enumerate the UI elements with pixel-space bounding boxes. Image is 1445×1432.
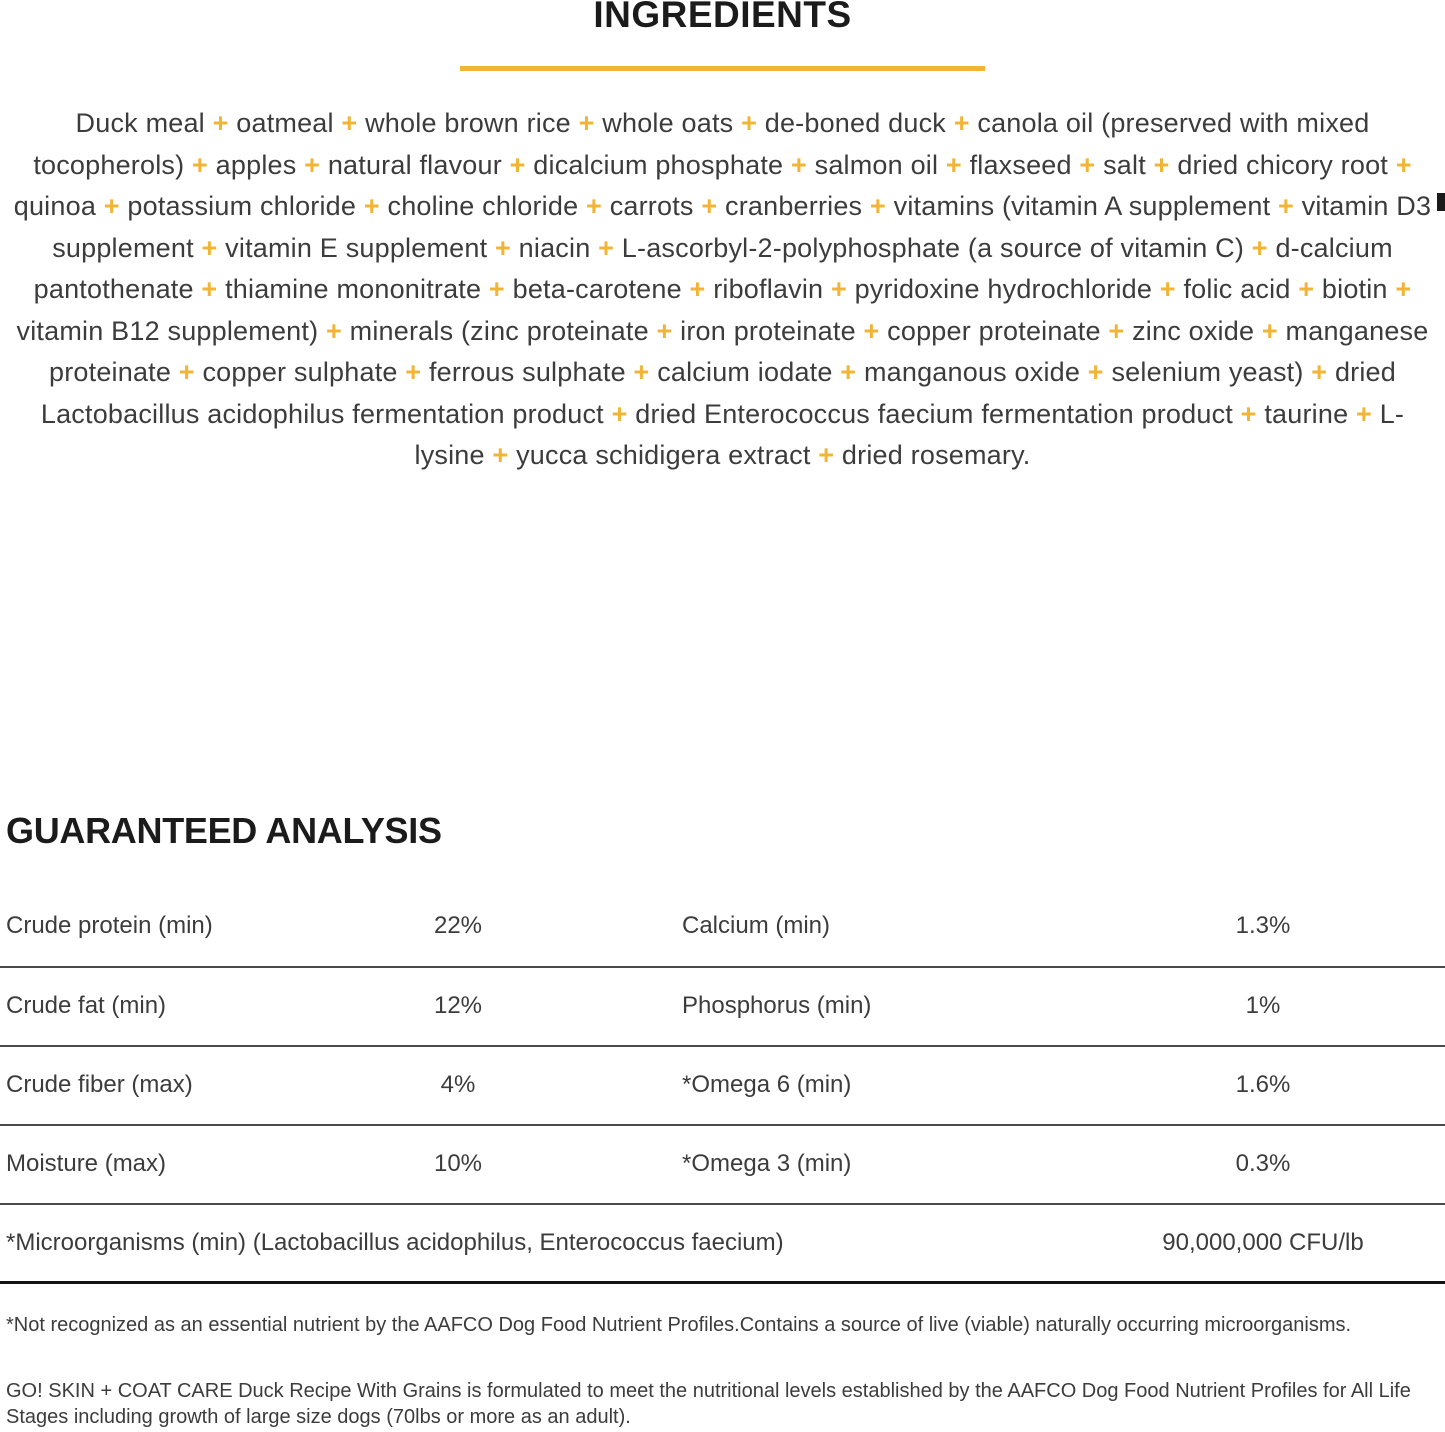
plus-icon: + xyxy=(1080,357,1112,387)
analysis-value: 90,000,000 CFU/lb xyxy=(1162,1228,1364,1256)
plus-icon: + xyxy=(862,191,894,221)
ingredient-item: salt xyxy=(1103,149,1146,180)
ingredient-item: L-lysine xyxy=(414,398,1405,470)
ingredient-item: cranberries xyxy=(725,191,863,221)
plus-icon: + xyxy=(810,440,842,470)
plus-icon: + xyxy=(733,108,765,138)
ingredient-item: pyridoxine hydrochloride xyxy=(854,274,1153,304)
plus-icon: + xyxy=(487,232,519,263)
ingredient-item: calcium iodate xyxy=(657,357,833,387)
analysis-label: Calcium (min) xyxy=(682,911,831,939)
plus-icon: + xyxy=(484,440,517,470)
analysis-value: 1.6% xyxy=(1235,1071,1291,1098)
plus-icon: + xyxy=(832,357,864,387)
analysis-label: *Omega 3 (min) xyxy=(682,1150,852,1177)
ingredient-item: whole brown rice xyxy=(365,108,571,138)
plus-icon: + xyxy=(590,232,622,263)
analysis-label: Crude protein (min) xyxy=(6,911,213,939)
plus-icon: + xyxy=(318,315,350,346)
ingredient-item: dried Enterococcus faecium fermentation product xyxy=(635,398,1233,429)
ingredient-item: salmon oil xyxy=(814,149,939,180)
plus-icon: + xyxy=(681,274,714,304)
analysis-label: *Omega 6 (min) xyxy=(682,1071,852,1098)
ingredient-item: L-ascorbyl-2-polyphosphate (a source of vitamin C) xyxy=(621,232,1245,263)
ingredient-item: selenium yeast) xyxy=(1111,357,1304,387)
ingredients-section xyxy=(0,0,1445,477)
plus-icon: + xyxy=(855,315,888,346)
plus-icon: + xyxy=(783,149,815,180)
plus-icon: + xyxy=(481,274,513,304)
plus-icon: + xyxy=(1303,357,1335,387)
analysis-value: 4% xyxy=(440,1071,476,1098)
plus-icon: + xyxy=(1387,274,1412,304)
ingredient-item: manganous oxide xyxy=(863,357,1081,387)
analysis-value: 22% xyxy=(433,911,483,939)
analysis-value: 1% xyxy=(1245,992,1281,1019)
ingredient-item: yucca schidigera extract xyxy=(516,440,811,470)
analysis-value: 12% xyxy=(433,992,483,1019)
analysis-row xyxy=(0,1126,1445,1205)
ingredient-item: copper proteinate xyxy=(887,315,1101,346)
ingredient-item: vitamin D3 supplement xyxy=(52,191,1432,263)
analysis-label: *Microorganisms (min) (Lactobacillus acidophilus, Enterococcus faecium) xyxy=(6,1228,784,1256)
plus-icon: + xyxy=(1270,191,1302,221)
analysis-row-microorganisms xyxy=(0,1205,1445,1284)
ingredient-item: whole oats xyxy=(602,108,734,138)
guaranteed-analysis-title: GUARANTEED ANALYSIS xyxy=(6,809,442,851)
ingredient-item: dried chicory root xyxy=(1177,149,1389,180)
ingredient-item: dried Lactobacillus acidophilus fermentation product xyxy=(40,357,1396,429)
analysis-value: 10% xyxy=(433,1150,483,1177)
ingredient-item: d-calcium pantothenate xyxy=(33,232,1393,304)
ingredient-item: carrots xyxy=(609,191,694,221)
ingredient-item: potassium chloride xyxy=(127,191,357,221)
plus-icon: + xyxy=(1254,315,1286,346)
ingredient-item: ferrous sulphate xyxy=(428,357,626,387)
analysis-label: Crude fiber (max) xyxy=(6,1071,193,1098)
ingredient-item: quinoa xyxy=(13,191,97,221)
footnote-aafco-note: *Not recognized as an essential nutrient by the AAFCO Dog Food Nutrient Profiles.Contains a source of live (viable) naturally occurring microorganisms. xyxy=(6,1313,1352,1336)
plus-icon: + xyxy=(693,191,725,221)
ingredients-title: INGREDIENTS xyxy=(593,0,852,35)
plus-icon: + xyxy=(1145,149,1178,180)
plus-icon: + xyxy=(1388,149,1412,180)
plus-icon: + xyxy=(1100,315,1133,346)
plus-icon: + xyxy=(1071,149,1104,180)
plus-icon: + xyxy=(193,274,226,304)
analysis-label: Moisture (max) xyxy=(6,1150,167,1177)
ingredient-item: choline chloride xyxy=(387,191,579,221)
ingredient-item: biotin xyxy=(1321,274,1388,304)
plus-icon: + xyxy=(570,108,603,138)
plus-icon: + xyxy=(603,398,636,429)
plus-icon: + xyxy=(296,149,328,180)
ingredient-item: folic acid xyxy=(1183,274,1291,304)
plus-icon: + xyxy=(204,108,237,138)
ingredient-item: beta-carotene xyxy=(512,274,682,304)
plus-icon: + xyxy=(625,357,658,387)
ingredient-item: canola oil (preserved with mixed tocopherols) xyxy=(33,108,1370,180)
plus-icon: + xyxy=(578,191,610,221)
ingredient-item: dicalcium phosphate xyxy=(533,149,784,180)
ingredient-item: vitamin B12 supplement) xyxy=(16,315,319,346)
analysis-label: Phosphorus (min) xyxy=(682,992,872,1019)
plus-icon: + xyxy=(1290,274,1322,304)
ingredient-item: niacin xyxy=(518,232,591,263)
analysis-table xyxy=(0,886,1445,1284)
ingredient-item: thiamine mononitrate xyxy=(225,274,482,304)
plus-icon: + xyxy=(1244,232,1276,263)
ingredient-item: Duck meal xyxy=(75,108,205,138)
plus-icon: + xyxy=(96,191,128,221)
ingredient-item: iron proteinate xyxy=(680,315,856,346)
plus-icon: + xyxy=(501,149,534,180)
gold-divider-rule xyxy=(460,66,985,71)
plus-icon: + xyxy=(1152,274,1184,304)
plus-icon: + xyxy=(397,357,429,387)
ingredient-item: zinc oxide xyxy=(1132,315,1255,346)
plus-icon: + xyxy=(184,149,216,180)
analysis-value: 1.3% xyxy=(1235,911,1291,939)
plus-icon: + xyxy=(1232,398,1265,429)
analysis-row xyxy=(0,968,1445,1047)
ingredient-item: oatmeal xyxy=(236,108,334,138)
analysis-row xyxy=(0,1047,1445,1126)
ingredients-paragraph xyxy=(11,103,1435,477)
plus-icon: + xyxy=(823,274,855,304)
plus-icon: + xyxy=(333,108,366,138)
analysis-label: Crude fat (min) xyxy=(6,992,167,1019)
plus-icon: + xyxy=(946,108,978,138)
plus-icon: + xyxy=(648,315,681,346)
plus-icon: + xyxy=(938,149,970,180)
ingredient-item: copper sulphate xyxy=(202,357,398,387)
ingredient-item: apples xyxy=(215,149,297,180)
plus-icon: + xyxy=(356,191,388,221)
ingredient-item: manganese proteinate xyxy=(49,315,1429,387)
plus-icon: + xyxy=(1348,398,1380,429)
ingredient-item: de-boned duck xyxy=(764,108,946,138)
ingredient-item: flaxseed xyxy=(969,149,1072,180)
ingredient-item: vitamin E supplement xyxy=(225,232,488,263)
plus-icon: + xyxy=(171,357,203,387)
footnote-formulation-statement: GO! SKIN + COAT CARE Duck Recipe With Grains is formulated to meet the nutritional levels established by the AAFCO Dog Food Nutrient Profiles for All Life Stages including growth of large size dogs (70lbs or more as an adult). xyxy=(6,1379,1411,1428)
plus-icon: + xyxy=(193,232,226,263)
analysis-value: 0.3% xyxy=(1235,1150,1291,1177)
analysis-row xyxy=(0,886,1445,968)
guaranteed-analysis-section xyxy=(0,811,1445,1284)
ingredient-item: vitamins (vitamin A supplement xyxy=(893,191,1271,221)
ingredient-item: natural flavour xyxy=(327,149,502,180)
edge-artifact xyxy=(1437,193,1445,211)
ingredient-item: taurine xyxy=(1264,398,1349,429)
ingredient-item: minerals (zinc proteinate xyxy=(349,315,649,346)
ingredient-item: riboflavin xyxy=(713,274,824,304)
ingredient-item: dried rosemary. xyxy=(841,440,1031,470)
